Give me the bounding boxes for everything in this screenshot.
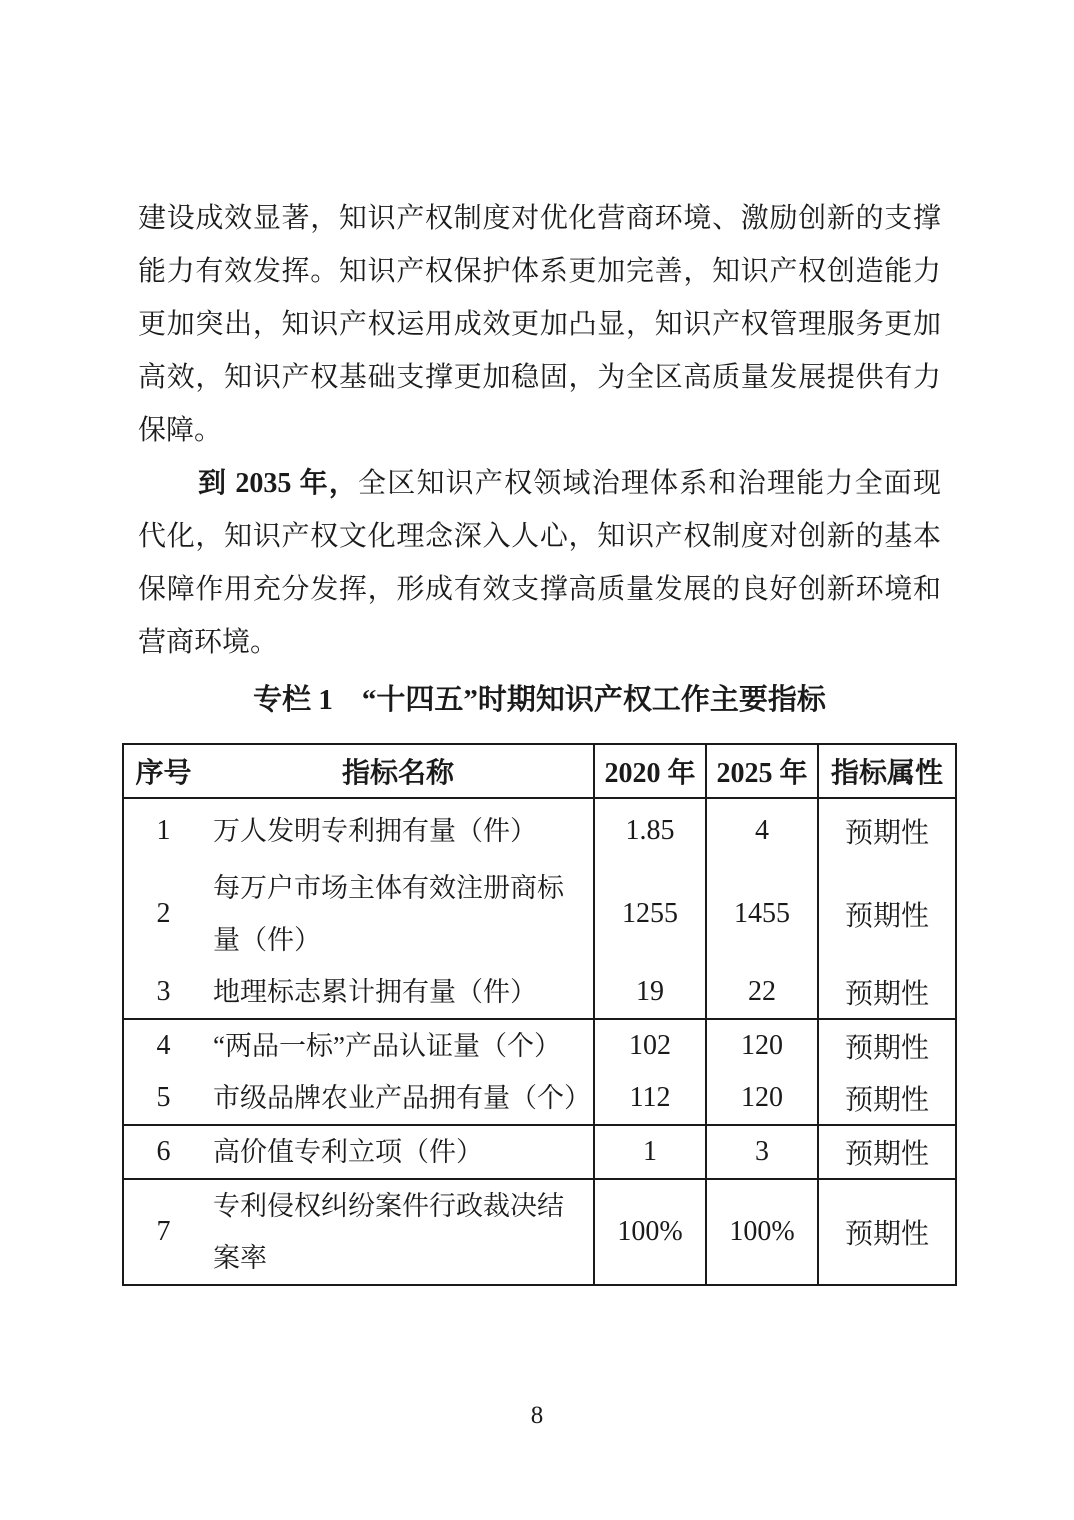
table-header-row bbox=[123, 744, 956, 798]
row-number-cell: 2 bbox=[156, 898, 171, 929]
value-2025-cell: 22 bbox=[706, 966, 818, 1019]
row-number-cell: 6 bbox=[123, 1125, 203, 1179]
indicator-name-cell bbox=[203, 1072, 594, 1125]
table-row bbox=[123, 966, 956, 1019]
attribute-cell: 预期性 bbox=[818, 798, 956, 862]
value-2020-cell: 19 bbox=[594, 966, 706, 1019]
indicator-name-cell bbox=[203, 1125, 594, 1179]
table-row bbox=[123, 862, 956, 966]
body-text bbox=[138, 192, 941, 727]
indicator-name-cell bbox=[203, 1179, 594, 1285]
column-header-attr: 指标属性 bbox=[818, 744, 956, 798]
indicator-name-line: 每万户市场主体有效注册商标 bbox=[213, 873, 564, 903]
value-2020-cell: 102 bbox=[594, 1019, 706, 1072]
indicator-name-cell bbox=[203, 966, 594, 1019]
table-title: 专栏 1 “十四五”时期知识产权工作主要指标 bbox=[253, 684, 826, 716]
row-number-cell: 3 bbox=[123, 966, 203, 1019]
indicator-name-line: 专利侵权纠纷案件行政裁决结 bbox=[213, 1191, 564, 1221]
indicator-name-line: 量（件） bbox=[213, 925, 321, 955]
indicator-name-cell bbox=[203, 1019, 594, 1072]
attribute-cell: 预期性 bbox=[818, 1125, 956, 1179]
value-2020-cell: 1.85 bbox=[594, 798, 706, 862]
paragraph-2-line-rest: 全区知识产权领域治理体系和治理能力全面现 bbox=[358, 468, 941, 499]
table-row bbox=[123, 1179, 956, 1285]
row-number-cell: 4 bbox=[156, 1030, 171, 1061]
paragraph-1-line: 更加突出，知识产权运用成效更加凸显，知识产权管理服务更加 bbox=[138, 309, 941, 340]
value-2025-cell: 4 bbox=[706, 798, 818, 862]
value-2020-cell: 112 bbox=[594, 1072, 706, 1125]
indicator-name-cell bbox=[203, 862, 594, 966]
attribute-cell: 预期性 bbox=[818, 862, 956, 966]
attribute-cell: 预期性 bbox=[818, 1179, 956, 1285]
paragraph-2-line: 代化，知识产权文化理念深入人心，知识产权制度对创新的基本 bbox=[138, 521, 941, 552]
value-2020-cell: 1 bbox=[594, 1125, 706, 1179]
indicators-table-wrapper bbox=[122, 743, 941, 1286]
indicator-name-line: 高价值专利立项（件） bbox=[213, 1137, 483, 1167]
value-2025-cell: 100% bbox=[706, 1179, 818, 1285]
attribute-cell: 预期性 bbox=[818, 1019, 956, 1072]
indicator-name-line: 地理标志累计拥有量（件） bbox=[213, 977, 537, 1007]
paragraph-1-line: 能力有效发挥。知识产权保护体系更加完善，知识产权创造能力 bbox=[138, 256, 941, 287]
row-number-cell: 1 bbox=[156, 814, 171, 846]
column-header-2020: 2020 年 bbox=[594, 744, 706, 798]
paragraph-2-line: 保障作用充分发挥，形成有效支撑高质量发展的良好创新环境和 bbox=[138, 574, 941, 605]
table-row bbox=[123, 798, 956, 862]
value-2025-cell: 3 bbox=[706, 1125, 818, 1179]
value-2025-cell: 120 bbox=[706, 1072, 818, 1125]
paragraph-1 bbox=[138, 192, 941, 457]
column-header-name: 指标名称 bbox=[203, 744, 594, 798]
indicators-table bbox=[122, 743, 957, 1286]
row-number-cell: 5 bbox=[123, 1072, 203, 1125]
column-header-no: 序号 bbox=[123, 744, 203, 798]
value-2025-cell: 120 bbox=[706, 1019, 818, 1072]
attribute-cell: 预期性 bbox=[818, 1072, 956, 1125]
indicator-name-cell bbox=[203, 798, 594, 862]
column-header-2025: 2025 年 bbox=[706, 744, 818, 798]
value-2020-cell: 100% bbox=[594, 1179, 706, 1285]
value-2020-cell: 1255 bbox=[594, 862, 706, 966]
indicator-name-line: 案率 bbox=[213, 1243, 267, 1273]
indicator-name-line: 市级品牌农业产品拥有量（个） bbox=[213, 1083, 591, 1113]
paragraph-2-line: 营商环境。 bbox=[138, 627, 279, 658]
paragraph-2-bold-lead: 到 2035 年， bbox=[198, 468, 359, 499]
table-row bbox=[123, 1072, 956, 1125]
indicator-name-line: 万人发明专利拥有量（件） bbox=[213, 815, 537, 846]
attribute-cell: 预期性 bbox=[818, 966, 956, 1019]
indicator-name-line: “两品一标”产品认证量（个） bbox=[213, 1031, 561, 1061]
table-row bbox=[123, 1019, 956, 1072]
value-2025-cell: 1455 bbox=[706, 862, 818, 966]
paragraph-1-line: 保障。 bbox=[138, 415, 223, 446]
page-number: 8 bbox=[530, 1402, 544, 1429]
row-number-cell: 7 bbox=[156, 1216, 171, 1247]
paragraph-1-line: 建设成效显著，知识产权制度对优化营商环境、激励创新的支撑 bbox=[138, 203, 941, 234]
table-row bbox=[123, 1125, 956, 1179]
paragraph-1-line: 高效，知识产权基础支撑更加稳固，为全区高质量发展提供有力 bbox=[138, 362, 941, 393]
paragraph-2 bbox=[138, 457, 941, 669]
paragraph-2-line bbox=[138, 457, 941, 510]
